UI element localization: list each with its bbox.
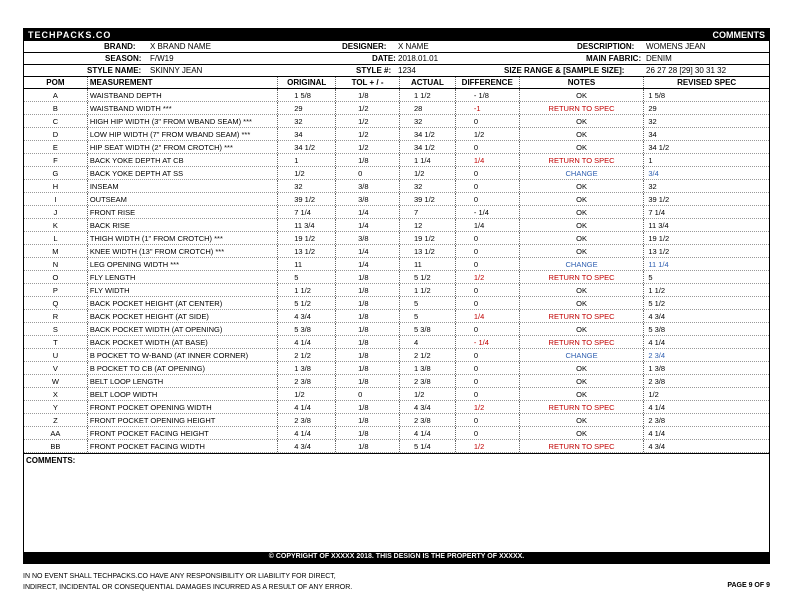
revised-spec-cell: 4 1/4 (648, 429, 666, 438)
revised-spec-cell: 4 3/4 (648, 442, 666, 451)
table-row (24, 89, 769, 102)
table-row (24, 427, 769, 440)
table-row (24, 297, 769, 310)
tolerance-cell: 1/4 (336, 245, 400, 257)
revised-spec-cell: 5 1/2 (648, 299, 666, 308)
pom-cell: T (24, 336, 88, 348)
tolerance-cell: 1/8 (336, 154, 400, 166)
difference-cell: 0 (456, 193, 520, 205)
measurement-cell: LOW HIP WIDTH (7" FROM WBAND SEAM) *** (88, 128, 278, 140)
disclaimer (23, 571, 443, 593)
tolerance-cell: 3/8 (336, 193, 400, 205)
original-cell: 32 (278, 180, 336, 192)
main-fabric-value: DENIM (646, 54, 672, 63)
difference-cell: 0 (456, 180, 520, 192)
tolerance-cell: 1/8 (336, 349, 400, 361)
brand-logo: TECHPACKS.CO (28, 30, 112, 40)
header-row-3 (24, 65, 769, 77)
tolerance-cell: 1/2 (336, 141, 400, 153)
style-number-value: 1234 (398, 66, 416, 75)
original-cell: 29 (278, 102, 336, 114)
difference-cell: 0 (456, 115, 520, 127)
description-value: WOMENS JEAN (646, 42, 706, 51)
header-row-2 (24, 53, 769, 65)
description-label: DESCRIPTION: (577, 42, 635, 51)
table-row (24, 115, 769, 128)
original-cell: 11 3/4 (278, 219, 336, 231)
column-header-tolerance: TOL + / - (336, 77, 400, 88)
tolerance-cell: 1/8 (336, 362, 400, 374)
table-row (24, 102, 769, 115)
difference-cell: 0 (456, 349, 520, 361)
revised-spec-cell: 19 1/2 (648, 234, 670, 243)
original-cell: 1/2 (278, 388, 336, 400)
pom-cell: R (24, 310, 88, 322)
pom-cell: Y (24, 401, 88, 413)
revised-spec-cell: 11 1/4 (648, 260, 669, 269)
designer-label: DESIGNER: (342, 42, 387, 51)
actual-cell: 2 1/2 (400, 349, 456, 361)
table-row (24, 154, 769, 167)
tolerance-cell: 1/8 (336, 297, 400, 309)
pom-cell: S (24, 323, 88, 335)
table-row (24, 232, 769, 245)
measurement-cell: FLY WIDTH (88, 284, 278, 296)
measurement-cell: BACK POCKET HEIGHT (AT SIDE) (88, 310, 278, 322)
actual-cell: 1 1/2 (400, 284, 456, 296)
pom-cell: Q (24, 297, 88, 309)
page-number: PAGE 9 OF 9 (727, 582, 770, 589)
measurement-cell: INSEAM (88, 180, 278, 192)
notes-cell: OK (520, 206, 645, 218)
pom-cell: W (24, 375, 88, 387)
tolerance-cell: 1/2 (336, 128, 400, 140)
notes-cell: OK (520, 388, 645, 400)
actual-cell: 39 1/2 (400, 193, 456, 205)
measurement-cell: OUTSEAM (88, 193, 278, 205)
measurement-cell: FLY LENGTH (88, 271, 278, 283)
tolerance-cell: 1/8 (336, 271, 400, 283)
difference-cell: 0 (456, 297, 520, 309)
pom-cell: C (24, 115, 88, 127)
original-cell: 2 1/2 (278, 349, 336, 361)
table-row (24, 310, 769, 323)
difference-cell: -1 (456, 102, 520, 114)
comments-label: COMMENTS: (26, 456, 76, 465)
measurement-cell: FRONT POCKET OPENING WIDTH (88, 401, 278, 413)
actual-cell: 1 1/2 (400, 89, 456, 101)
actual-cell: 5 1/2 (400, 271, 456, 283)
revised-spec-cell: 34 1/2 (648, 143, 670, 152)
original-cell: 7 1/4 (278, 206, 336, 218)
measurement-cell: WAISTBAND DEPTH (88, 89, 278, 101)
pom-cell: L (24, 232, 88, 244)
notes-cell: CHANGE (520, 349, 645, 361)
brand-label: BRAND: (104, 42, 136, 51)
table-row (24, 375, 769, 388)
tolerance-cell: 3/8 (336, 180, 400, 192)
original-cell: 32 (278, 115, 336, 127)
difference-cell: 1/2 (456, 440, 520, 452)
actual-cell: 32 (400, 115, 456, 127)
measurement-cell: BELT LOOP WIDTH (88, 388, 278, 400)
actual-cell: 1 1/4 (400, 154, 456, 166)
original-cell: 4 1/4 (278, 336, 336, 348)
revised-spec-cell: 34 (648, 130, 657, 139)
pom-cell: J (24, 206, 88, 218)
pom-cell: B (24, 102, 88, 114)
actual-cell: 19 1/2 (400, 232, 456, 244)
revised-spec-cell: 1/2 (648, 390, 659, 399)
notes-cell: OK (520, 297, 645, 309)
actual-cell: 5 1/4 (400, 440, 456, 452)
tolerance-cell: 3/8 (336, 232, 400, 244)
notes-cell: OK (520, 232, 645, 244)
table-row (24, 245, 769, 258)
actual-cell: 4 3/4 (400, 401, 456, 413)
original-cell: 4 3/4 (278, 440, 336, 452)
spec-table-body (24, 89, 769, 453)
measurement-cell: BELT LOOP LENGTH (88, 375, 278, 387)
tolerance-cell: 1/8 (336, 375, 400, 387)
pom-cell: A (24, 89, 88, 101)
difference-cell: 0 (456, 375, 520, 387)
original-cell: 34 1/2 (278, 141, 336, 153)
notes-cell: RETURN TO SPEC (520, 102, 645, 114)
revised-spec-cell: 32 (648, 117, 657, 126)
difference-cell: 0 (456, 362, 520, 374)
tolerance-cell: 1/4 (336, 258, 400, 270)
original-cell: 19 1/2 (278, 232, 336, 244)
tolerance-cell: 0 (336, 388, 400, 400)
tolerance-cell: 1/8 (336, 414, 400, 426)
actual-cell: 5 (400, 297, 456, 309)
tolerance-cell: 1/8 (336, 427, 400, 439)
pom-cell: M (24, 245, 88, 257)
notes-cell: OK (520, 427, 645, 439)
actual-cell: 34 1/2 (400, 141, 456, 153)
revised-spec-cell: 4 3/4 (648, 312, 666, 321)
revised-spec-cell: 1 5/8 (648, 91, 666, 100)
tolerance-cell: 1/8 (336, 440, 400, 452)
measurement-cell: BACK YOKE DEPTH AT CB (88, 154, 278, 166)
measurement-cell: FRONT POCKET FACING HEIGHT (88, 427, 278, 439)
header-row-1 (24, 41, 769, 53)
pom-cell: V (24, 362, 88, 374)
tolerance-cell: 1/2 (336, 115, 400, 127)
original-cell: 1 5/8 (278, 89, 336, 101)
revised-spec-cell: 11 3/4 (648, 221, 669, 230)
revised-spec-cell: 13 1/2 (648, 247, 670, 256)
pom-cell: G (24, 167, 88, 179)
measurement-cell: BACK POCKET HEIGHT (AT CENTER) (88, 297, 278, 309)
actual-cell: 1/2 (400, 388, 456, 400)
original-cell: 1 1/2 (278, 284, 336, 296)
column-header-actual: ACTUAL (400, 77, 456, 88)
notes-cell: OK (520, 362, 645, 374)
notes-cell: RETURN TO SPEC (520, 336, 645, 348)
actual-cell: 2 3/8 (400, 375, 456, 387)
measurement-cell: HIP SEAT WIDTH (2" FROM CROTCH) *** (88, 141, 278, 153)
table-row (24, 219, 769, 232)
actual-cell: 11 (400, 258, 456, 270)
pom-cell: F (24, 154, 88, 166)
actual-cell: 32 (400, 180, 456, 192)
tolerance-cell: 0 (336, 167, 400, 179)
notes-cell: OK (520, 284, 645, 296)
revised-spec-cell: 1 (648, 156, 653, 165)
difference-cell: 0 (456, 414, 520, 426)
pom-cell: O (24, 271, 88, 283)
notes-cell: CHANGE (520, 167, 645, 179)
tolerance-cell: 1/8 (336, 310, 400, 322)
notes-cell: OK (520, 193, 645, 205)
actual-cell: 4 (400, 336, 456, 348)
column-header-original: ORIGINAL (278, 77, 336, 88)
notes-cell: OK (520, 245, 645, 257)
pom-cell: X (24, 388, 88, 400)
difference-cell: 0 (456, 232, 520, 244)
pom-cell: H (24, 180, 88, 192)
difference-cell: 1/2 (456, 271, 520, 283)
notes-cell: OK (520, 141, 645, 153)
actual-cell: 12 (400, 219, 456, 231)
revised-spec-cell: 32 (648, 182, 657, 191)
tolerance-cell: 1/4 (336, 206, 400, 218)
original-cell: 4 3/4 (278, 310, 336, 322)
difference-cell: - 1/4 (456, 336, 520, 348)
table-row (24, 323, 769, 336)
date-label: DATE: (372, 54, 396, 63)
notes-cell: RETURN TO SPEC (520, 154, 645, 166)
size-range-label: SIZE RANGE & [SAMPLE SIZE]: (504, 66, 625, 75)
pom-cell: N (24, 258, 88, 270)
pom-cell: K (24, 219, 88, 231)
difference-cell: 1/4 (456, 310, 520, 322)
style-name-value: SKINNY JEAN (150, 66, 203, 75)
table-row (24, 388, 769, 401)
table-row (24, 167, 769, 180)
actual-cell: 5 3/8 (400, 323, 456, 335)
revised-spec-cell: 29 (648, 104, 657, 113)
disclaimer-line-1: IN NO EVENT SHALL TECHPACKS.CO HAVE ANY RESPONSIBILITY OR LIABILITY FOR DIRECT, (23, 573, 336, 580)
actual-cell: 1/2 (400, 167, 456, 179)
notes-cell: RETURN TO SPEC (520, 310, 645, 322)
table-row (24, 440, 769, 453)
measurement-cell: THIGH WIDTH (1" FROM CROTCH) *** (88, 232, 278, 244)
original-cell: 1 3/8 (278, 362, 336, 374)
measurement-cell: B POCKET TO CB (AT OPENING) (88, 362, 278, 374)
table-row (24, 193, 769, 206)
actual-cell: 5 (400, 310, 456, 322)
difference-cell: 1/2 (456, 401, 520, 413)
difference-cell: 1/4 (456, 219, 520, 231)
main-fabric-label: MAIN FABRIC: (586, 54, 642, 63)
tolerance-cell: 1/8 (336, 284, 400, 296)
tolerance-cell: 1/8 (336, 336, 400, 348)
measurement-cell: FRONT POCKET OPENING HEIGHT (88, 414, 278, 426)
copyright-bar: © COPYRIGHT OF XXXXX 2018. THIS DESIGN IS THE PROPERTY OF XXXXX. (24, 552, 769, 563)
page-title: COMMENTS (712, 30, 765, 40)
difference-cell: 0 (456, 245, 520, 257)
original-cell: 1 (278, 154, 336, 166)
column-header-pom: POM (24, 77, 88, 88)
style-name-label: STYLE NAME: (87, 66, 142, 75)
notes-cell: RETURN TO SPEC (520, 401, 645, 413)
difference-cell: 1/4 (456, 154, 520, 166)
difference-cell: 0 (456, 388, 520, 400)
revised-spec-cell: 7 1/4 (648, 208, 666, 217)
table-row (24, 336, 769, 349)
table-row (24, 258, 769, 271)
notes-cell: RETURN TO SPEC (520, 271, 645, 283)
actual-cell: 1 3/8 (400, 362, 456, 374)
revised-spec-cell: 2 3/8 (648, 416, 666, 425)
measurement-cell: B POCKET TO W-BAND (AT INNER CORNER) (88, 349, 278, 361)
measurement-cell: BACK YOKE DEPTH AT SS (88, 167, 278, 179)
style-number-label: STYLE #: (356, 66, 392, 75)
actual-cell: 34 1/2 (400, 128, 456, 140)
table-row (24, 128, 769, 141)
measurement-cell: WAISTBAND WIDTH *** (88, 102, 278, 114)
table-row (24, 401, 769, 414)
notes-cell: OK (520, 128, 645, 140)
tolerance-cell: 1/8 (336, 401, 400, 413)
measurement-cell: HIGH HIP WIDTH (3" FROM WBAND SEAM) *** (88, 115, 278, 127)
notes-cell: OK (520, 414, 645, 426)
notes-cell: OK (520, 89, 645, 101)
original-cell: 4 1/4 (278, 427, 336, 439)
pom-cell: U (24, 349, 88, 361)
revised-spec-cell: 1 3/8 (648, 364, 666, 373)
table-row (24, 271, 769, 284)
pom-cell: D (24, 128, 88, 140)
notes-cell: RETURN TO SPEC (520, 440, 645, 452)
original-cell: 34 (278, 128, 336, 140)
spec-sheet (23, 28, 770, 564)
original-cell: 39 1/2 (278, 193, 336, 205)
difference-cell: 0 (456, 323, 520, 335)
revised-spec-cell: 4 1/4 (648, 403, 666, 412)
actual-cell: 13 1/2 (400, 245, 456, 257)
original-cell: 11 (278, 258, 336, 270)
difference-cell: - 1/8 (456, 89, 520, 101)
notes-cell: OK (520, 375, 645, 387)
revised-spec-cell: 39 1/2 (648, 195, 670, 204)
difference-cell: - 1/4 (456, 206, 520, 218)
pom-cell: I (24, 193, 88, 205)
actual-cell: 7 (400, 206, 456, 218)
disclaimer-line-2: INDIRECT, INCIDENTAL OR CONSEQUENTIAL DAMAGES INCURRED AS A RESULT OF ANY ERROR. (23, 584, 353, 591)
table-row (24, 284, 769, 297)
original-cell: 13 1/2 (278, 245, 336, 257)
notes-cell: OK (520, 180, 645, 192)
original-cell: 5 (278, 271, 336, 283)
original-cell: 5 3/8 (278, 323, 336, 335)
tolerance-cell: 1/4 (336, 219, 400, 231)
pom-cell: P (24, 284, 88, 296)
difference-cell: 0 (456, 258, 520, 270)
comments-section (24, 453, 769, 539)
tolerance-cell: 1/8 (336, 89, 400, 101)
revised-spec-cell: 3/4 (648, 169, 659, 178)
table-row (24, 349, 769, 362)
difference-cell: 1/2 (456, 128, 520, 140)
column-header-revised-spec: REVISED SPEC (677, 78, 737, 87)
size-range-value: 26 27 28 [29] 30 31 32 (646, 66, 727, 75)
pom-cell: Z (24, 414, 88, 426)
measurement-cell: BACK POCKET WIDTH (AT BASE) (88, 336, 278, 348)
revised-spec-cell: 2 3/4 (648, 351, 666, 360)
table-row (24, 206, 769, 219)
pom-cell: AA (24, 427, 88, 439)
designer-value: X NAME (398, 42, 429, 51)
measurement-cell: BACK POCKET WIDTH (AT OPENING) (88, 323, 278, 335)
original-cell: 5 1/2 (278, 297, 336, 309)
column-header-notes: NOTES (520, 77, 645, 88)
column-header-difference: DIFFERENCE (456, 77, 520, 88)
measurement-cell: KNEE WIDTH (13" FROM CROTCH) *** (88, 245, 278, 257)
table-row (24, 362, 769, 375)
original-cell: 1/2 (278, 167, 336, 179)
top-bar (24, 29, 769, 41)
revised-spec-cell: 5 (648, 273, 653, 282)
season-value: F/W19 (150, 54, 174, 63)
measurement-cell: BACK RISE (88, 219, 278, 231)
pom-cell: BB (24, 440, 88, 452)
date-value: 2018.01.01 (398, 54, 439, 63)
notes-cell: OK (520, 323, 645, 335)
original-cell: 2 3/8 (278, 414, 336, 426)
notes-cell: OK (520, 219, 645, 231)
table-row (24, 414, 769, 427)
measurement-cell: FRONT POCKET FACING WIDTH (88, 440, 278, 452)
difference-cell: 0 (456, 284, 520, 296)
revised-spec-cell: 5 3/8 (648, 325, 666, 334)
difference-cell: 0 (456, 141, 520, 153)
table-header (24, 77, 769, 89)
actual-cell: 4 1/4 (400, 427, 456, 439)
measurement-cell: FRONT RISE (88, 206, 278, 218)
original-cell: 2 3/8 (278, 375, 336, 387)
actual-cell: 28 (400, 102, 456, 114)
difference-cell: 0 (456, 427, 520, 439)
measurement-cell: LEG OPENING WIDTH *** (88, 258, 278, 270)
pom-cell: E (24, 141, 88, 153)
actual-cell: 2 3/8 (400, 414, 456, 426)
tolerance-cell: 1/2 (336, 102, 400, 114)
revised-spec-cell: 4 1/4 (648, 338, 666, 347)
notes-cell: OK (520, 115, 645, 127)
season-label: SEASON: (105, 54, 142, 63)
revised-spec-cell: 2 3/8 (648, 377, 666, 386)
notes-cell: CHANGE (520, 258, 645, 270)
difference-cell: 0 (456, 167, 520, 179)
original-cell: 4 1/4 (278, 401, 336, 413)
table-row (24, 141, 769, 154)
column-header-measurement: MEASUREMENT (88, 77, 278, 88)
revised-spec-cell: 1 1/2 (648, 286, 666, 295)
table-row (24, 180, 769, 193)
tolerance-cell: 1/8 (336, 323, 400, 335)
brand-value: X BRAND NAME (150, 42, 211, 51)
